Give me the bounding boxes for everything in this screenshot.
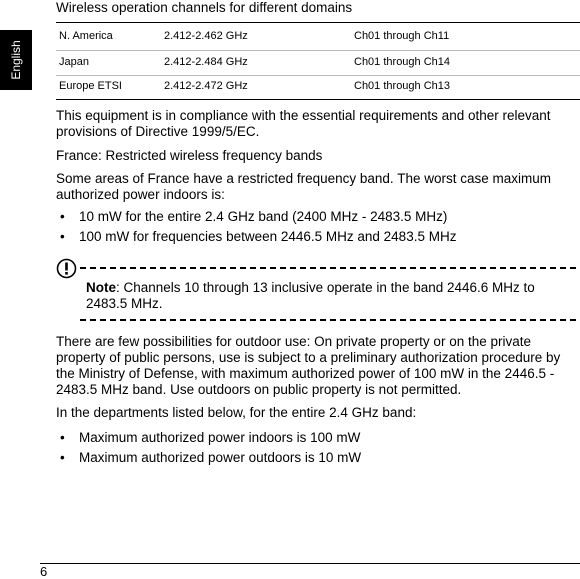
table-cell-channels: Ch01 through Ch14 (354, 56, 451, 68)
france-heading: France: Restricted wireless frequency bands (56, 148, 323, 163)
bullet-icon: • (60, 209, 65, 224)
table-cell-domain: Japan (59, 56, 89, 68)
bullet-icon: • (60, 229, 65, 244)
departments-paragraph: In the departments listed below, for the entire 2.4 GHz band: (56, 405, 417, 420)
note-body: : Channels 10 through 13 inclusive operate in the band 2446.6 MHz to 2483.5 MHz. (86, 280, 535, 311)
warning-icon (56, 258, 77, 279)
channel-table (56, 22, 580, 100)
note-label: Note (86, 280, 116, 295)
page-number: 6 (40, 564, 48, 579)
table-row (56, 50, 580, 76)
bullet-icon: • (60, 450, 65, 465)
footer-divider (40, 563, 580, 564)
table-cell-domain: Europe ETSI (59, 80, 122, 92)
table-row (56, 25, 580, 49)
france-paragraph: Some areas of France have a restricted frequency band. The worst case maximum authorized power indoors is: (56, 171, 551, 202)
note-top-divider (80, 267, 576, 269)
table-cell-frequency: 2.412-2.484 GHz (164, 56, 248, 68)
compliance-paragraph: This equipment is in compliance with the essential requirements and other relevant provisions of Directive 1999/5/EC. (56, 108, 551, 139)
language-tab-label: English (9, 40, 23, 80)
table-row (56, 75, 580, 99)
table-cell-frequency: 2.412-2.472 GHz (164, 80, 248, 92)
table-cell-domain: N. America (59, 30, 113, 42)
table-cell-channels: Ch01 through Ch11 (354, 30, 450, 42)
note-text (86, 280, 576, 312)
table-cell-frequency: 2.412-2.462 GHz (164, 30, 248, 42)
list-item-text: Maximum authorized power outdoors is 10 mW (79, 450, 362, 465)
list-item-text: 100 mW for frequencies between 2446.5 MHz and 2483.5 MHz (79, 229, 457, 244)
outdoor-paragraph: There are few possibilities for outdoor use: On private property or on the private property of public persons, use is subject to a preliminary authorization procedure by the Ministry of Defense, with maximum authorized power of 100 mW in the 2446.5 - 2483.5 MHz band. Use outdoors on public property is not permitted. (56, 334, 561, 397)
list-item-text: 10 mW for the entire 2.4 GHz band (2400 MHz - 2483.5 MHz) (79, 209, 448, 224)
list-item-text: Maximum authorized power indoors is 100 mW (79, 430, 361, 445)
section-heading: Wireless operation channels for different domains (56, 0, 353, 15)
table-cell-channels: Ch01 through Ch13 (354, 80, 451, 92)
language-tab (0, 30, 32, 90)
note-bottom-divider (80, 319, 576, 321)
bullet-icon: • (60, 430, 65, 445)
